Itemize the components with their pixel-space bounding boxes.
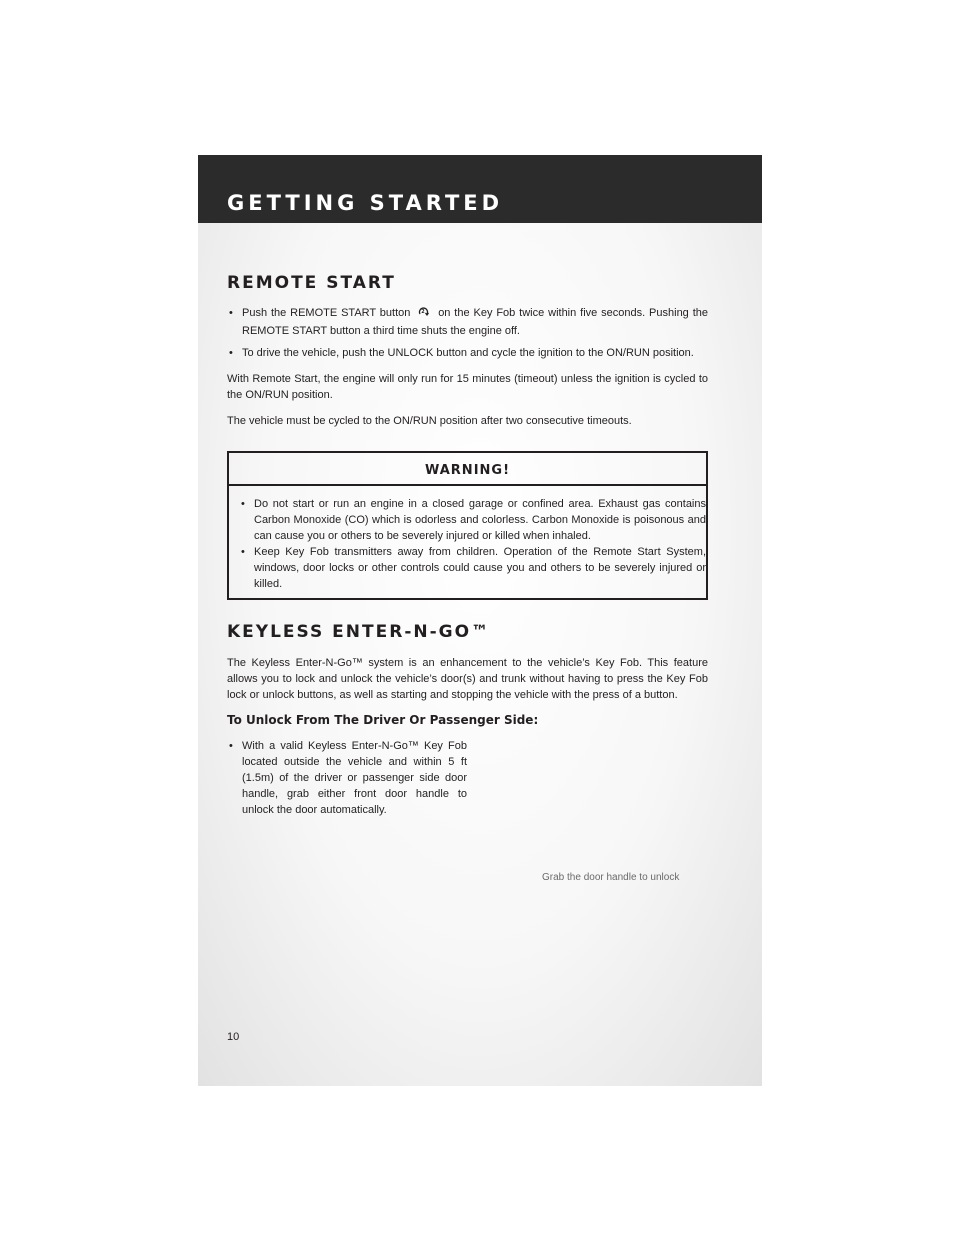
unlock-subheading: To Unlock From The Driver Or Passenger Side: bbox=[227, 712, 539, 727]
remote-start-heading: REMOTE START bbox=[227, 273, 396, 293]
paragraph: The Keyless Enter-N-Go™ system is an enhancement to the vehicle’s Key Fob. This feature allows you to lock and unlock the vehicle’s door(s) and trunk without having to press the Key Fob lock or unlock buttons, as well as starting and stopping the vehicle with the press of a button. bbox=[227, 656, 708, 701]
list-item: • With a valid Keyless Enter-N-Go™ Key Fob located outside the vehicle and within 5 ft (1.5m) of the driver or passenger side door handle, grab either front door handle to unlock the door automatically. bbox=[229, 740, 467, 817]
list-item: • To drive the vehicle, push the UNLOCK button and cycle the ignition to the ON/RUN position. bbox=[229, 347, 694, 360]
bullet-icon: • bbox=[229, 740, 233, 753]
list-item: • Keep Key Fob transmitters away from children. Operation of the Remote Start System, windows, door locks or other controls could cause you and others to be severely injured or killed. bbox=[241, 546, 706, 591]
list-item: • Do not start or run an engine in a closed garage or confined area. Exhaust gas contains Carbon Monoxide (CO) which is odorless and colorless. Carbon Monoxide is poisonous and can cause you or others to be severely injured or killed when inhaled. bbox=[241, 498, 706, 543]
svg-text:2: 2 bbox=[421, 309, 425, 316]
keyless-section bbox=[227, 622, 708, 818]
bullet-icon: • bbox=[229, 347, 233, 360]
warning-box bbox=[227, 451, 708, 600]
remote-start-icon bbox=[417, 305, 430, 323]
paragraph: The vehicle must be cycled to the ON/RUN position after two consecutive timeouts. bbox=[227, 415, 632, 428]
unlock-bullets bbox=[227, 738, 467, 818]
list-item: • Push the REMOTE START button 2 on the Key Fob twice within five seconds. Pushing the REMOTE START button a third time shuts the engine off. bbox=[229, 307, 708, 338]
warning-body bbox=[229, 486, 706, 598]
remote-start-bullets bbox=[227, 305, 708, 361]
paragraph: With Remote Start, the engine will only run for 15 minutes (timeout) unless the ignition is cycled to the ON/RUN position. bbox=[227, 373, 708, 402]
page-number: 10 bbox=[227, 1031, 240, 1043]
warning-title: WARNING! bbox=[229, 453, 706, 486]
page-content bbox=[227, 273, 708, 828]
keyless-heading: KEYLESS ENTER-N-GO™ bbox=[227, 622, 491, 643]
header-bar bbox=[198, 155, 762, 223]
remote-start-section bbox=[227, 273, 708, 429]
image-caption: Grab the door handle to unlock bbox=[542, 872, 680, 883]
section-header: GETTING STARTED bbox=[227, 191, 504, 215]
warning-list bbox=[239, 496, 706, 592]
bullet-icon: • bbox=[229, 307, 233, 320]
bullet-icon: • bbox=[241, 498, 245, 511]
manual-page bbox=[198, 155, 762, 1086]
bullet-icon: • bbox=[241, 546, 245, 559]
